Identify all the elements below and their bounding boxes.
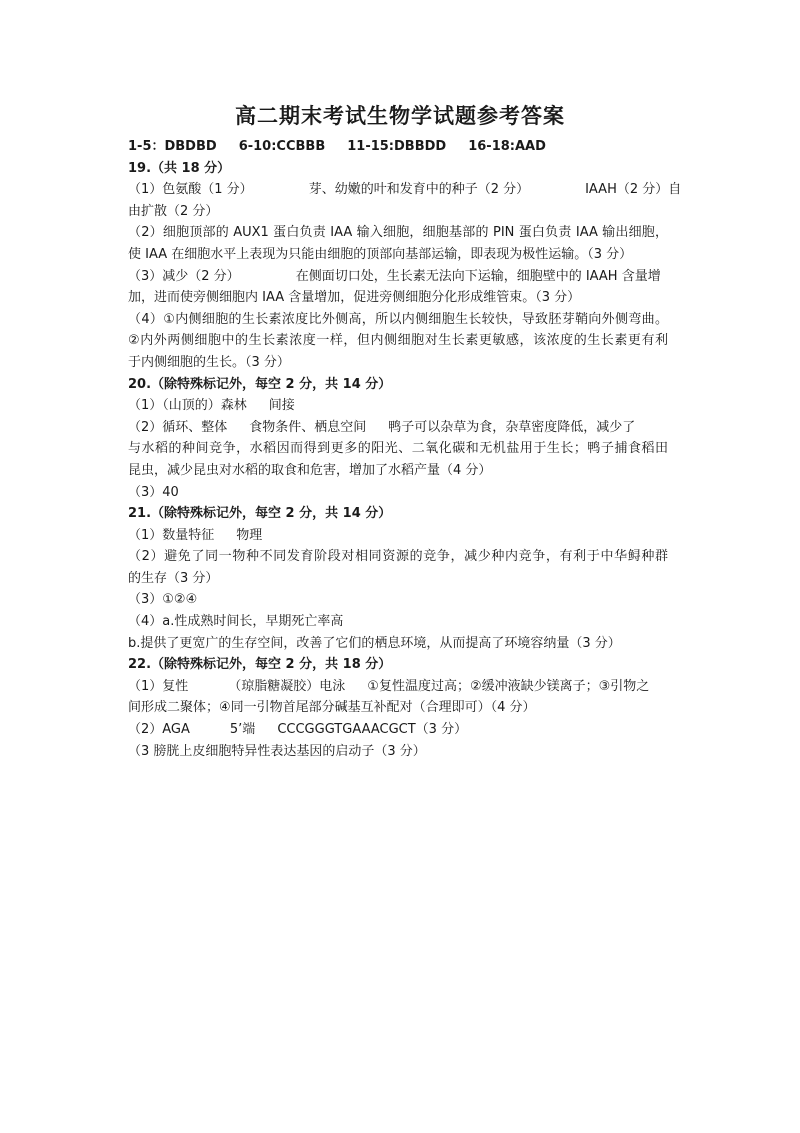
q19-p1-c: IAAH（2 分） <box>585 182 669 198</box>
choice-range-1-5: 1-5：DBDBD <box>128 139 217 154</box>
q21-part1 <box>128 525 668 547</box>
q19-p2-line2: 使 IAA 在细胞水平上表现为只能由细胞的顶部向基部运输，即表现为极性运输。（3 分） <box>128 246 633 262</box>
q19-p4-line3: 于内侧细胞的生长。（3 分） <box>128 354 290 370</box>
q20-p2-b: 食物条件、栖息空间 <box>249 419 367 435</box>
q22-p2-a: （2）AGA <box>128 722 190 738</box>
q19-part1 <box>128 179 682 201</box>
q22-heading: 22.（除特殊标记外，每空 2 分，共 18 分） <box>128 657 392 673</box>
q20-heading: 20.（除特殊标记外，每空 2 分，共 14 分） <box>128 376 392 392</box>
q22-p2-c: CCCGGGTGAAACGCT（3 分） <box>277 722 468 738</box>
choice-range-11-15: 11-15:DBBDD <box>347 139 447 154</box>
q22-p1-a: （1）复性 <box>128 678 189 694</box>
q20-p2-line2: 与水稻的种间竞争，水稻因而得到更多的阳光、二氧化碳和无机盐用于生长；鸭子捕食稻田 <box>128 441 668 457</box>
q20-part1 <box>128 395 668 417</box>
q22-part3: （3 膀胱上皮细胞特异性表达基因的启动子（3 分） <box>128 743 426 759</box>
q22-p2-b: 5’端 <box>229 722 256 738</box>
q20-p1-a: （1）（山顶的）森林 <box>128 398 247 414</box>
choice-range-16-18: 16-18:AAD <box>468 139 546 154</box>
q19-p3-a: （3）减少（2 分） <box>128 268 240 284</box>
q22-p1-line2: 间形成二聚体；④同一引物首尾部分碱基互补配对（合理即可）（4 分） <box>128 700 536 716</box>
q19-p1-b: 芽、幼嫩的叶和发育中的种子（2 分） <box>308 182 530 198</box>
q22-p1-c: ①复性温度过高；②缓冲液缺少镁离子；③引物之 <box>367 678 650 694</box>
q21-p4-a: （4）a.性成熟时间长，早期死亡率高 <box>128 614 344 630</box>
q21-p1-a: （1）数量特征 <box>128 527 215 543</box>
q19-p1-d: 自 <box>668 182 682 198</box>
q20-p2-a: （2）循环、整体 <box>128 419 228 435</box>
q20-p2-line3: 昆虫，减少昆虫对水稻的取食和危害，增加了水稻产量（4 分） <box>128 462 492 478</box>
choice-range-6-10: 6-10:CCBBB <box>238 139 326 154</box>
q19-part3 <box>128 266 668 288</box>
q21-heading: 21.（除特殊标记外，每空 2 分，共 14 分） <box>128 506 392 522</box>
q20-part2 <box>128 417 668 439</box>
q22-part2 <box>128 719 668 741</box>
q20-p1-b: 间接 <box>268 398 295 414</box>
q19-p4-line1: （4）①内侧细胞的生长素浓度比外侧高，所以内侧细胞生长较快，导致胚芽鞘向外侧弯曲。 <box>128 311 668 327</box>
q20-part3: （3）40 <box>128 484 179 500</box>
q21-p2-line2: 的生存（3 分） <box>128 570 219 586</box>
q22-p1-b: （琼脂糖凝胶）电泳 <box>228 678 346 694</box>
q20-p2-c: 鸭子可以杂草为食，杂草密度降低，减少了 <box>388 419 636 435</box>
page-title: 高二期末考试生物学试题参考答案 <box>235 103 565 128</box>
q19-p1-a: （1）色氨酸（1 分） <box>128 182 253 198</box>
q22-part1 <box>128 676 668 698</box>
answer-content <box>128 136 682 762</box>
q19-p4-line2: ②内外两侧细胞中的生长素浓度一样，但内侧细胞对生长素更敏感，该浓度的生长素更有利 <box>128 333 668 349</box>
q19-p2-line1: （2）细胞顶部的 AUX1 蛋白负责 IAA 输入细胞，细胞基部的 PIN 蛋白负责 IAA 输出细胞， <box>128 225 668 241</box>
q19-p3-line2: 加，进而使旁侧细胞内 IAA 含量增加，促进旁侧细胞分化形成维管束。（3 分） <box>128 290 581 306</box>
q19-heading: 19.（共 18 分） <box>128 160 231 176</box>
q21-p4-b: b.提供了更宽广的生存空间，改善了它们的栖息环境，从而提高了环境容纳量（3 分） <box>128 635 621 651</box>
q21-part3: （3）①②④ <box>128 592 198 608</box>
choice-answers <box>128 136 668 158</box>
q21-p2-line1: （2）避免了同一物种不同发育阶段对相同资源的竞争，减少种内竞争，有利于中华鲟种群 <box>128 549 668 565</box>
q19-p1-e: 由扩散（2 分） <box>128 203 219 219</box>
q21-p1-b: 物理 <box>236 527 263 543</box>
q19-p3-b: 在侧面切口处，生长素无法向下运输，细胞壁中的 IAAH 含量增 <box>295 268 661 284</box>
